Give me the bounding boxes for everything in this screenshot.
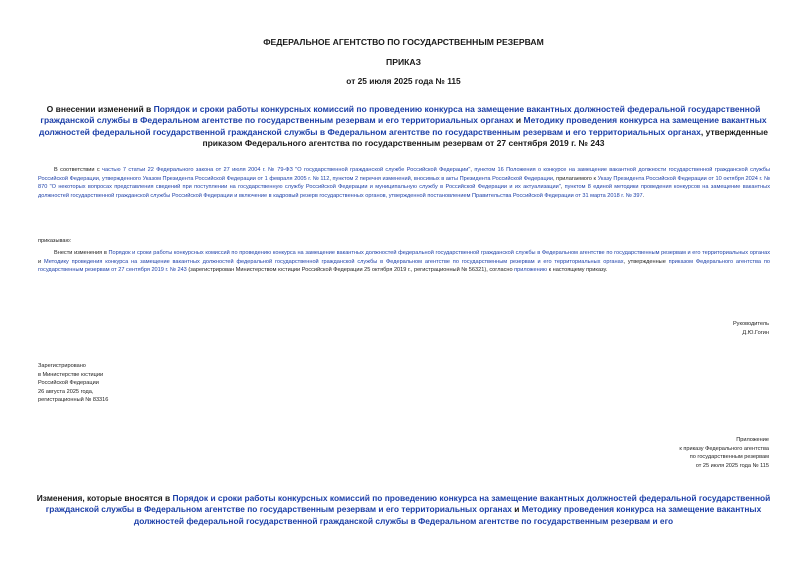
appendix-line: Приложение bbox=[736, 437, 769, 443]
preamble-text: В соответствии с bbox=[54, 167, 103, 173]
registration-line: в Министерстве юстиции bbox=[38, 371, 104, 378]
preamble-text: , bbox=[560, 184, 565, 191]
body-link-appendix[interactable]: приложению bbox=[514, 267, 548, 274]
title-middle: и bbox=[513, 115, 524, 126]
orders-label: приказываю: bbox=[38, 238, 72, 244]
link-decree-112[interactable]: пунктом 16 Положения о конкурсе на замещение вакантной должности государственной гражданской службы Российской Федерации, утвержденного Указом Президента Российской Федерации от 1 февраля 2005 г. № 112 bbox=[38, 167, 771, 182]
changes-middle: и bbox=[511, 504, 522, 515]
changes-title bbox=[30, 493, 777, 527]
title-prefix: О внесении изменений в bbox=[46, 104, 154, 114]
body-text: , утвержденные bbox=[623, 258, 669, 265]
preamble-text: , bbox=[329, 175, 333, 182]
preamble-paragraph bbox=[38, 166, 770, 200]
link-changes-list[interactable]: пунктом 2 перечня изменений, вносимых в акты Президента Российской Федерации bbox=[332, 175, 553, 182]
link-law-79fz[interactable]: частью 7 статьи 22 Федерального закона от 27 июля 2004 г. № 79-ФЗ "О государственной гражданской службе Российской Федерации" bbox=[102, 167, 471, 173]
registration-line: Российской Федерации bbox=[38, 380, 99, 387]
changes-link-procedure[interactable]: Порядок и сроки работы конкурсных комиссий по проведению конкурса на замещение вакантных должностей федеральной государственной гражданской службы в Федеральном агентстве по государственным резервам и его территориальных органах bbox=[45, 493, 771, 515]
changes-prefix: Изменения, которые вносятся в bbox=[36, 493, 173, 503]
link-methodology-397[interactable]: пунктом 8 единой методики проведения конкурсов на замещение вакантных должностей государственной гражданской службы Российской Федерации и включение в кадровый резерв государственных органов, утвержденной постановлением Правительства Российской Федерации от 31 марта 2018 г. № 397 bbox=[38, 184, 771, 199]
preamble-text: . bbox=[642, 192, 645, 199]
registration-line: Зарегистрировано bbox=[38, 363, 86, 369]
document-type: ПРИКАЗ bbox=[386, 57, 421, 67]
body-link-methodology[interactable]: Методику проведения конкурса на замещение вакантных должностей федеральной государственной гражданской службы в Федеральном агентстве по государственным резервам и его территориальных органах bbox=[43, 258, 624, 265]
registration-line: 26 августа 2025 года, bbox=[38, 388, 94, 395]
preamble-text: , bbox=[470, 167, 475, 173]
link-decree-870[interactable]: Указу Президента Российской Федерации от 10 октября 2024 г. № 870 "О некоторых вопросах представления сведений при поступлении на государственную службу Российской Федерации и муниципальную службу в Российской Федерации и их актуализации" bbox=[38, 175, 771, 191]
order-title bbox=[30, 104, 777, 149]
appendix-header bbox=[569, 436, 769, 470]
registration-line: регистрационный № 83316 bbox=[38, 397, 109, 404]
signer-role: Руководитель bbox=[732, 321, 769, 327]
title-link-methodology[interactable]: Методику проведения конкурса на замещение вакантных должностей федеральной государственной гражданской службы в Федеральном агентстве по государственным резервам и его территориальных органах bbox=[39, 115, 767, 137]
registration-block bbox=[38, 362, 238, 405]
body-text: к настоящему приказу. bbox=[547, 267, 608, 274]
agency-name: ФЕДЕРАЛЬНОЕ АГЕНТСТВО ПО ГОСУДАРСТВЕННЫМ РЕЗЕРВАМ bbox=[263, 37, 544, 47]
appendix-line: по государственным резервам bbox=[689, 454, 769, 461]
body-link-procedure[interactable]: Порядок и сроки работы конкурсных комиссий по проведению конкурса на замещение вакантных должностей федеральной государственной гражданской службы в Федеральном агентстве по государственным резервам и его территориальных органах bbox=[108, 250, 771, 256]
body-text: (зарегистрирован Министерством юстиции Российской Федерации 25 октября 2019 г., регистрационный № 56321), согласно bbox=[186, 267, 515, 274]
title-link-procedure[interactable]: Порядок и сроки работы конкурсных комиссий по проведению конкурса на замещение вакантных должностей федеральной государственной гражданской службы в Федеральном агентстве по государственным резервам и его территориальных органах bbox=[40, 104, 761, 126]
appendix-line: от 25 июля 2025 года № 115 bbox=[695, 462, 769, 469]
title-suffix: , утвержденные приказом Федерального агентства по государственным резервам от 27 сентября 2019 г. № 243 bbox=[202, 126, 768, 148]
preamble-text: , прилагаемого к bbox=[553, 175, 598, 182]
changes-link-methodology[interactable]: Методику проведения конкурса на замещение вакантных должностей федеральной государственной гражданской службы в Федеральном агентстве по государственным резервам и его bbox=[133, 504, 762, 526]
appendix-line: к приказу Федерального агентства bbox=[679, 445, 769, 452]
body-text: и bbox=[38, 258, 44, 265]
order-body-paragraph bbox=[38, 249, 770, 275]
body-link-order-243[interactable]: приказом Федерального агентства по государственным резервам от 27 сентября 2019 г. № 243 bbox=[38, 258, 770, 274]
body-text: Внести изменения в bbox=[54, 250, 109, 256]
signer-name: Д.Ю.Гогин bbox=[742, 329, 769, 336]
signature-block bbox=[619, 320, 769, 337]
order-date-number: от 25 июля 2025 года № 115 bbox=[346, 76, 461, 86]
